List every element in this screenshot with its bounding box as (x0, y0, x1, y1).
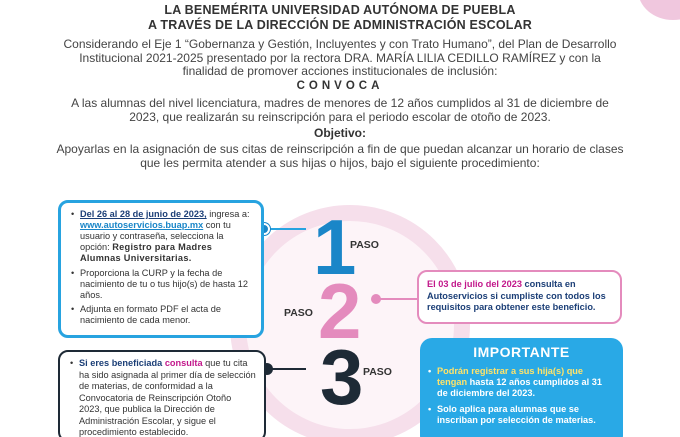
step1-box (58, 200, 264, 338)
important-item1-rest: hasta 12 años cumplidos al 31 de diciembre del 2023. (437, 377, 602, 398)
step1-intro (71, 209, 253, 264)
list-item (428, 366, 615, 399)
step1-bullets (71, 268, 253, 326)
header (0, 3, 680, 33)
step2-date: El 03 de julio del 2023 (427, 279, 522, 289)
step3-consulta: consulta (164, 358, 203, 368)
step3-body: que tu cita ha sido asignada al primer día de selección de materias, de conformidad a la Convocatoria de Reinscripción Otoño 2023, que publica la Dirección de Administración Escolar, y sigue el procedimiento establecido. (79, 358, 256, 437)
institution-name: LA BENEMÉRITA UNIVERSIDAD AUTÓNOMA DE PUEBLA (164, 3, 516, 17)
autoservicios-link[interactable]: www.autoservicios.buap.mx (80, 220, 204, 230)
list-item: • Proporciona la CURP y la fecha de nacimiento de tu o tus hijo(s) de hasta 12 años. (71, 268, 253, 301)
step1-pre-url: ingresa a: (206, 209, 250, 219)
step3-text (70, 358, 256, 437)
objective-text: Apoyarlas en la asignación de sus citas de reinscripción a fin de que puedan alcanzar un horario de clases que les permita atender a sus hijas o hijos, bajo el siguiente procedimiento: (56, 142, 624, 170)
important-title: IMPORTANTE (473, 344, 570, 360)
step-label-2: PASO (284, 307, 313, 319)
objective-title: Objetivo: (313, 126, 366, 140)
step3-box (58, 350, 266, 437)
step-label-1: PASO (350, 239, 379, 251)
step2-text: consulta en Autoservicios si cumpliste con todos los requisitos para obtener este beneficio. (427, 279, 606, 312)
convoca-heading: CONVOCA (296, 80, 384, 92)
important-item1-highlight: Podrán registrar a sus hija(s) que tengan (437, 366, 584, 387)
list-item: • Solo aplica para alumnas que se inscriban por selección de materias. (428, 404, 615, 426)
step2-connector-dot (371, 294, 381, 304)
important-list (428, 366, 615, 426)
step-number-3: 3 (320, 333, 364, 421)
step-number-2: 2 (318, 267, 362, 355)
department-name: A TRAVÉS DE LA DIRECCIÓN DE ADMINISTRACIÓN ESCOLAR (147, 18, 533, 32)
step1-post-url: con tu usuario y contraseña, selecciona la opción: (80, 220, 231, 252)
important-box (420, 338, 623, 437)
step2-box (417, 270, 622, 324)
intro-paragraph: Considerando el Eje 1 “Gobernanza y Gestión, Incluyentes y con Trato Humano”, del Plan de Desarrollo Institucional 2021-2025 presentado por la rectora DRA. MARÍA LILIA CEDILLO RAMÍREZ y con la finalidad de promover acciones institucionales de inclusión: (63, 37, 617, 78)
step1-dates: Del 26 al 28 de junio de 2023, (80, 209, 207, 219)
step3-bold: Si eres beneficiada (79, 358, 163, 368)
step1-option: Registro para Madres Alumnas Universitarias. (80, 242, 213, 263)
step-number-1: 1 (313, 203, 357, 291)
step-label-3: PASO (363, 366, 392, 378)
list-item: • Adjunta en formato PDF el acta de nacimiento de cada menor. (71, 304, 253, 326)
step1-connector (264, 228, 306, 230)
call-paragraph: A las alumnas del nivel licenciatura, madres de menores de 12 años cumplidos al 31 de diciembre de 2023, que realizarán su reinscripción para el periodo escolar de otoño de 2023. (71, 96, 609, 124)
